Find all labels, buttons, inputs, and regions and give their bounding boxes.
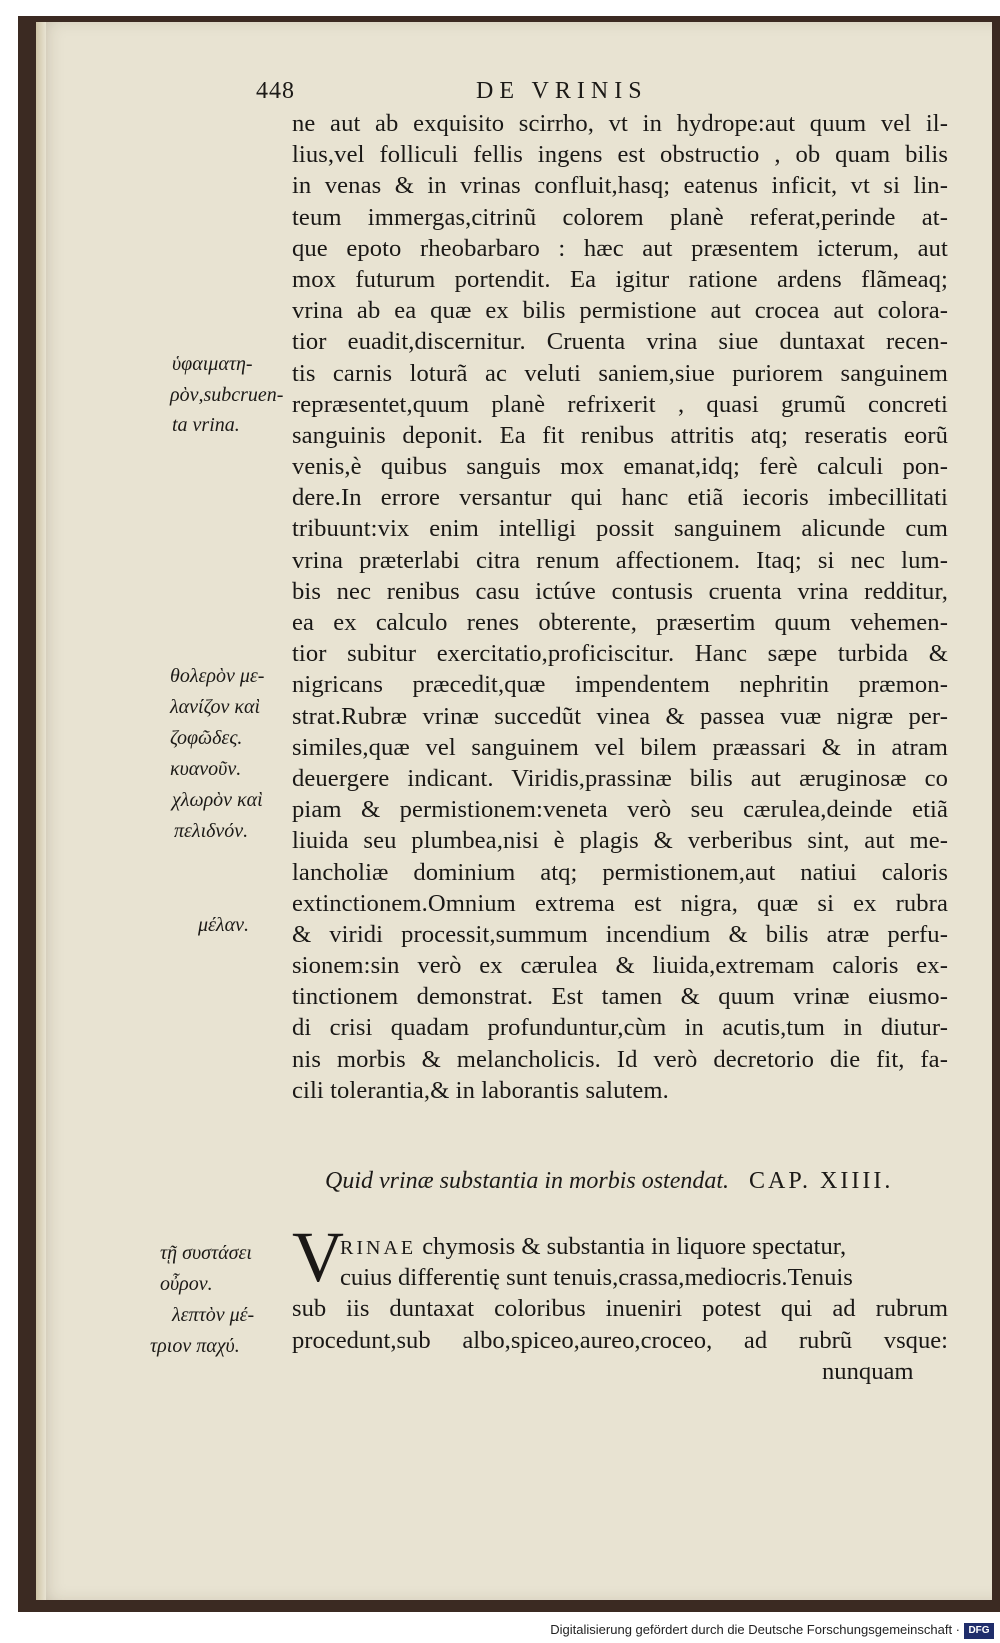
- text-line: di crisi quadam profunduntur,cùm in acutis,tum in diutur-: [292, 1014, 948, 1042]
- text-line: dere.In errore versantur qui hanc etiã iecoris imbecillitati: [292, 484, 948, 512]
- text-line: tribuunt:vix enim intelligi possit sanguinem alicunde cum: [292, 515, 948, 543]
- chapter-text: [292, 1231, 948, 1356]
- catchword: nunquam: [822, 1358, 914, 1385]
- chapter-title: Quid vrinæ substantia in morbis ostendat.: [325, 1168, 730, 1194]
- margin-note: ta vrina.: [172, 414, 240, 436]
- text-line: tior euadit,discernitur. Cruenta vrina siue duntaxat recen-: [292, 328, 948, 356]
- text-line: piam & permistionem:veneta verò seu cærulea,deinde etiã: [292, 796, 948, 824]
- page-gutter: [36, 22, 46, 1600]
- text-line: lancholiæ dominium atq; permistionem,aut natiui caloris: [292, 858, 948, 886]
- text-line: & viridi processit,summum incendium & bilis atræ perfu-: [292, 920, 948, 948]
- margin-note: κυανοῦν.: [170, 758, 242, 780]
- dfg-logo-icon: DFG: [964, 1623, 994, 1639]
- text-line: liuida seu plumbea,nisi è plagis & verberibus sint, aut me-: [292, 827, 948, 855]
- text-line: cili tolerantia,& in laborantis salutem.: [292, 1076, 669, 1104]
- text-line: ne aut ab exquisito scirrho, vt in hydrope:aut quum vel il-: [292, 110, 948, 137]
- initial-letter: V: [292, 1217, 344, 1297]
- text-line: que epoto rheobarbaro : hæc aut præsentem icterum, aut: [292, 234, 948, 262]
- text-line: nigricans præcedit,quæ impendentem nephritin præmon-: [292, 671, 948, 699]
- margin-note: λανίζον καὶ: [170, 696, 261, 718]
- chapter-number: CAP. XIIII.: [749, 1168, 894, 1194]
- text-line: procedunt,sub albo,spiceo,aureo,croceo, ad rubrũ vsque:: [292, 1326, 948, 1354]
- text-line: [292, 1231, 948, 1262]
- margin-note: ρὸν,subcruen-: [170, 384, 284, 406]
- text-line: extinctionem.Omnium extrema est nigra, quæ si ex rubra: [292, 889, 948, 917]
- text-line: vrina ab ea quæ ex bilis permistione aut crocea aut colora-: [292, 297, 948, 325]
- margin-note: τριον παχύ.: [150, 1335, 240, 1357]
- text-line: nis morbis & melancholicis. Id verò decretorio die fit, fa-: [292, 1045, 948, 1073]
- text-line: ea ex calculo renes obterente, præsertim quum vehemen-: [292, 609, 948, 636]
- margin-note: λεπτὸν μέ-: [172, 1304, 255, 1326]
- text-line: repræsentet,quum planè refrixerit , quasi grumũ concreti: [292, 390, 948, 418]
- text-line: lius,vel folliculi fellis ingens est obstructio , ob quam bilis: [292, 141, 948, 169]
- margin-note: πελιδνόν.: [174, 820, 249, 842]
- text-line: tior subitur exercitatio,proficiscitur. Hanc sæpe turbida &: [292, 640, 948, 668]
- text-line: teum immergas,citrinũ colorem planè referat,perinde at-: [292, 203, 948, 231]
- text-line: tinctionem demonstrat. Est tamen & quum vrinæ eiusmo-: [292, 983, 948, 1011]
- text-line: deuergere indicant. Viridis,prassinæ bilis aut æruginosæ co: [292, 764, 948, 792]
- text-line: sub iis duntaxat coloribus inueniri potest qui ad rubrum: [292, 1295, 948, 1323]
- funding-credit: Digitalisierung gefördert durch die Deutsche Forschungsgemeinschaft ·: [550, 1622, 960, 1637]
- text-line: vrina præterlabi citra renum affectionem. Itaq; si nec lum-: [292, 546, 948, 574]
- text-line: sanguinis deponit. Ea fit renibus attritis atq; reseratis eorũ: [292, 421, 948, 449]
- text-line: mox futurum portendit. Ea igitur ratione ardens flãmeaq;: [292, 265, 948, 293]
- body-text: [292, 108, 948, 1106]
- margin-note: ὑφαιματη-: [172, 353, 253, 375]
- text-line: cuius differentię sunt tenuis,crassa,mediocris.Tenuis: [340, 1264, 853, 1292]
- running-title: DE VRINIS: [476, 78, 648, 104]
- margin-note: ζοφῶδες.: [170, 727, 243, 749]
- chapter-heading: [325, 1168, 945, 1195]
- text-line: tis carnis loturã ac veluti saniem,siue puriorem sanguinem: [292, 359, 948, 387]
- margin-note: οὖρον.: [160, 1273, 213, 1295]
- text-run: chymosis & substantia in liquore spectatur,: [422, 1233, 847, 1260]
- margin-note: θολερὸν με-: [170, 665, 265, 687]
- text-line: similes,quæ vel sanguinem vel bilem præassari & in atram: [292, 733, 948, 761]
- text-line: in venas & in vrinas confluit,hasq; eatenus inficit, vt si lin-: [292, 172, 948, 200]
- text-line: venis,è quibus sanguis mox emanat,idq; ferè calculi pon-: [292, 453, 948, 481]
- margin-note: τῇ συστάσει: [160, 1242, 252, 1264]
- page-number: 448: [256, 78, 295, 104]
- text-line: strat.Rubræ vrinæ succedũt vinea & passea vuæ nigræ per-: [292, 702, 948, 730]
- text-line: bis nec renibus casu ictúve contusis cruenta vrina redditur,: [292, 577, 948, 605]
- text-line: sionem:sin verò ex cærulea & liuida,extremam caloris ex-: [292, 952, 948, 980]
- margin-note: χλωρὸν καὶ: [172, 789, 263, 811]
- first-word: RINAE: [340, 1237, 417, 1259]
- margin-note: μέλαν.: [198, 914, 249, 936]
- footer-bar: [0, 1620, 1000, 1643]
